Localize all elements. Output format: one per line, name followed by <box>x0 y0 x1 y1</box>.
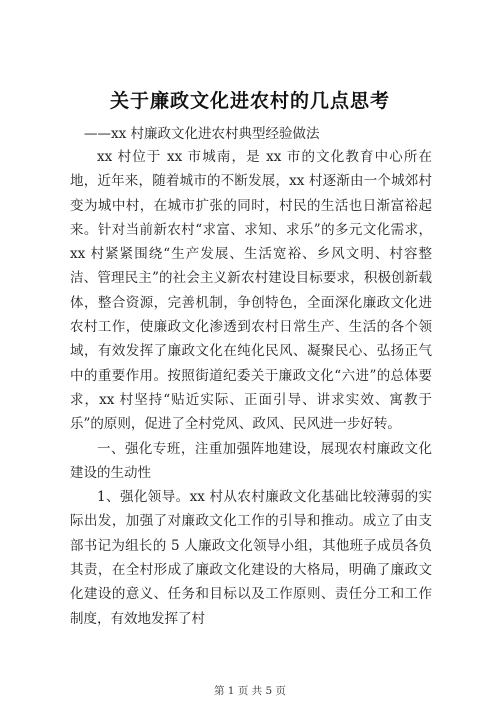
page-footer: 第 1 页 共 5 页 <box>213 685 287 697</box>
document-body <box>70 145 432 631</box>
section-paragraph: 1、强化领导。xx 村从农村廉政文化基础比较薄弱的实际出发，加强了对廉政文化工作的引导和推动。成立了由支部书记为组长的 5 人廉政文化领导小组，其他班子成员各负其责，在全村形成了廉政文化建设的大格局，明确了廉政文化建设的意义、任务和目标以及工作原则、责任分工和工作制度，有效地发挥了村 <box>70 489 432 627</box>
intro-paragraph: xx 村位于 xx 市城南，是 xx 市的文化教育中心所在地，近年来，随着城市的不断发展，xx 村逐渐由一个城郊村变为城中村，在城市扩张的同时，村民的生活也日渐富裕起来。针对当前新农村“求富、求知、求乐”的多元文化需求，xx 村紧紧围绕“生产发展、生活宽裕、乡风文明、村容整洁、管理民主”的社会主义新农村建设目标要求，积极创新载体，整合资源，完善机制，争创特色，全面深化廉政文化进农村工作，使廉政文化渗透到农村日常生产、生活的各个领域，有效发挥了廉政文化在纯化民风、凝聚民心、弘扬正气中的重要作用。按照街道纪委关于廉政文化“六进”的总体要求，xx 村坚持“贴近实际、正面引导、讲求实效、寓教于乐”的原则，促进了全村党风、政风、民风进一步好转。 <box>70 149 432 433</box>
section-heading: 一、强化专班，注重加强阵地建设，展现农村廉政文化建设的生动性 <box>70 440 432 481</box>
document-subtitle: ——xx 村廉政文化进农村典型经验做法 <box>84 126 320 142</box>
document-title: 关于廉政文化进农村的几点思考 <box>109 90 390 112</box>
